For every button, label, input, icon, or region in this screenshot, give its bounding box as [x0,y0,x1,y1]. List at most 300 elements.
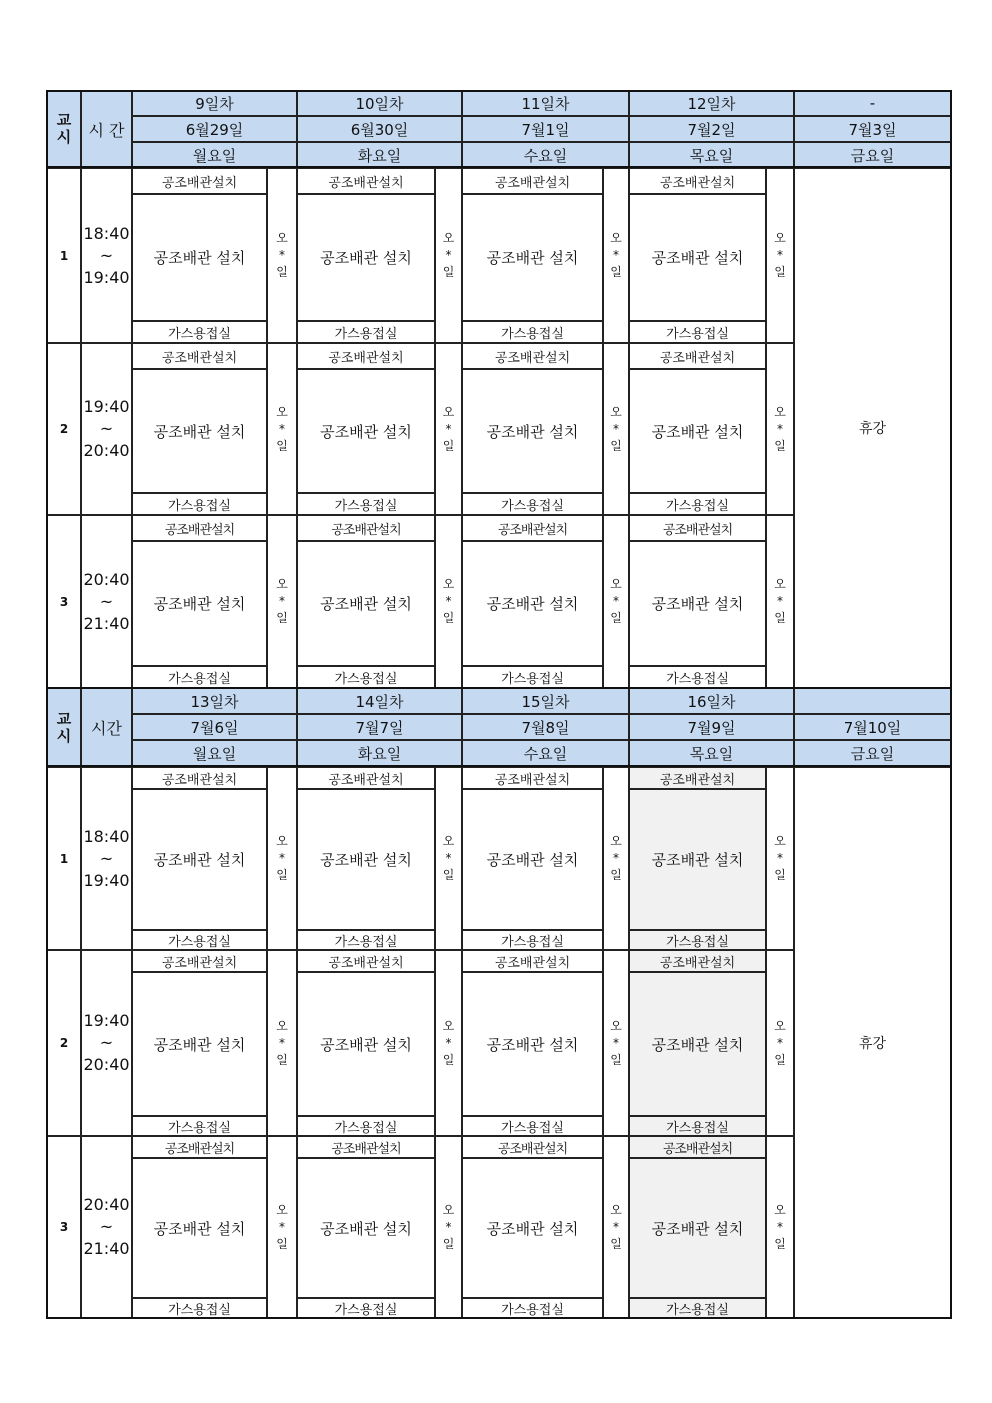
date: 7월8일 [521,718,570,737]
class-subject: 공조배관설치 [659,955,736,971]
class-detail-cell [629,1158,766,1298]
break-note-char: 일 [442,1236,455,1251]
break-note-char: * [279,1035,285,1050]
break-note-cell [435,767,462,950]
break-note-char: 오 [610,577,622,591]
class-detail-cell [132,194,267,321]
class-detail: 공조배관 설치 [486,249,579,267]
class-detail-cell [462,194,603,321]
break-note-char: 일 [276,438,288,453]
day-number-cell [297,688,462,714]
classroom: 가스용접실 [666,1120,729,1136]
table-border [47,90,952,92]
class-subject-cell [629,343,766,369]
classroom: 가스용접실 [666,671,729,687]
time-end: 21:40 [83,1239,130,1258]
date: 7월10일 [843,718,902,737]
day-number-cell [297,90,462,116]
date: 7월2일 [687,120,736,139]
class-detail-cell [297,194,435,321]
class-detail-cell [297,541,435,666]
break-note-char: 일 [610,611,622,625]
class-subject-cell [297,515,435,541]
class-detail-cell [132,541,267,666]
day-number: 10일차 [355,94,404,113]
time-range-cell [81,515,132,688]
time-end: 19:40 [83,870,130,890]
class-detail-cell [132,369,267,493]
break-note-char: 오 [774,577,786,591]
period-header-char: 교 [56,111,72,129]
class-detail: 공조배관 설치 [320,595,412,613]
class-detail-cell [629,194,766,321]
day-number: - [869,94,876,112]
class-subject: 공조배관설치 [494,955,571,971]
table-border [950,90,952,1319]
class-detail-cell [629,541,766,666]
break-note-cell [267,515,297,688]
classroom-cell [462,321,603,343]
class-subject-cell [132,515,267,541]
day-number: 11일차 [521,94,570,113]
break-note-char: 오 [610,834,622,848]
break-note-cell [766,1136,794,1318]
classroom-cell [297,930,435,950]
class-subject-cell [462,1136,603,1158]
break-note-cell [603,168,629,343]
class-subject: 공조배관설치 [497,522,568,538]
class-subject: 공조배관설치 [328,955,404,971]
class-detail: 공조배관 설치 [651,422,744,441]
time-header [81,90,132,168]
break-note-cell [267,950,297,1136]
classroom: 가스용접실 [168,1120,231,1136]
rest-label: 휴강 [858,1035,887,1052]
classroom: 가스용접실 [334,934,398,950]
class-detail: 공조배관 설치 [320,851,412,869]
date-cell [462,714,629,740]
weekday: 화요일 [357,146,402,165]
period-number-cell [47,950,81,1136]
weekday-cell [132,740,297,767]
break-note-char: 오 [276,1202,288,1217]
date-cell [132,714,297,740]
class-subject-cell [462,168,603,194]
break-note-cell [766,343,794,515]
time-tilde: ~ [99,245,114,265]
time-tilde: ~ [99,1033,114,1052]
rest-label: 휴강 [858,421,887,437]
class-subject-cell [297,1136,435,1158]
classroom: 가스용접실 [501,1120,564,1136]
class-subject: 공조배관설치 [328,175,404,191]
date: 7월3일 [848,120,897,139]
class-detail-cell [132,789,267,930]
break-note-cell [603,515,629,688]
break-note-cell [267,168,297,343]
classroom-cell [132,321,267,343]
class-subject: 공조배관설치 [497,1141,568,1157]
classroom: 가스용접실 [334,1302,398,1318]
break-note-char: 오 [442,1018,455,1033]
break-note-cell [435,168,462,343]
class-detail-cell [132,1158,267,1298]
period-header [47,688,81,767]
classroom: 가스용접실 [168,326,231,342]
classroom-cell [132,930,267,950]
day-number-cell [462,688,629,714]
break-note-char: 오 [442,231,455,245]
break-note-char: 일 [276,611,288,625]
break-note-char: 일 [610,1052,622,1067]
break-note-char: 오 [774,1018,786,1033]
weekday-cell [132,142,297,168]
class-subject: 공조배관설치 [659,175,736,191]
break-note-char: * [777,248,783,262]
class-subject: 공조배관설치 [161,772,238,788]
break-note-char: * [777,421,783,436]
period-number: 3 [59,1220,69,1234]
break-note-char: 일 [442,868,455,882]
break-note-char: * [613,594,619,608]
break-note-char: 오 [276,1018,288,1033]
class-subject-cell [297,950,435,972]
class-subject: 공조배관설치 [494,350,571,366]
break-note-char: * [445,248,452,262]
classroom: 가스용접실 [666,1302,729,1318]
time-end: 19:40 [83,267,130,287]
day-number: 9일차 [195,94,234,113]
classroom-cell [629,666,766,688]
classroom-cell [132,1116,267,1136]
class-detail-cell [629,972,766,1116]
class-detail-cell [297,972,435,1116]
break-note-cell [603,343,629,515]
day-number: 16일차 [687,692,736,711]
class-subject-cell [297,168,435,194]
classroom: 가스용접실 [334,326,398,342]
weekday-cell [297,142,462,168]
classroom: 가스용접실 [501,934,564,950]
classroom: 가스용접실 [168,1302,231,1318]
date-cell [297,714,462,740]
class-subject: 공조배관설치 [662,522,733,538]
classroom-cell [132,666,267,688]
class-subject-cell [462,950,603,972]
date: 6월30일 [350,120,409,139]
period-number-cell [47,168,81,343]
break-note-cell [435,343,462,515]
class-detail: 공조배관 설치 [651,249,744,267]
break-note-char: 오 [610,1018,622,1033]
class-subject: 공조배관설치 [328,350,404,366]
period-header [47,90,81,168]
break-note-char: * [279,421,285,436]
classroom: 가스용접실 [501,498,564,514]
classroom-cell [297,1116,435,1136]
break-note-char: 일 [774,611,786,625]
classroom-cell [462,930,603,950]
break-note-char: * [613,248,619,262]
weekday-cell [794,740,951,767]
break-note-cell [435,515,462,688]
classroom: 가스용접실 [334,498,398,514]
table-border [47,687,952,689]
break-note-char: 오 [610,1202,622,1217]
class-subject-cell [629,1136,766,1158]
class-detail-cell [462,1158,603,1298]
weekday: 금요일 [850,745,895,763]
day-number-cell [794,90,951,116]
friday-rest-cell [794,168,951,688]
class-detail: 공조배관 설치 [320,249,412,267]
date-cell [794,714,951,740]
class-subject: 공조배관설치 [659,772,736,788]
class-subject-cell [462,343,603,369]
weekday-cell [629,740,794,767]
time-start: 19:40 [83,397,130,416]
break-note-char: * [445,1219,452,1234]
break-note-char: * [279,594,285,608]
class-detail: 공조배관 설치 [153,1035,246,1054]
class-subject: 공조배관설치 [164,522,235,538]
class-detail: 공조배관 설치 [486,1219,579,1238]
class-detail: 공조배관 설치 [153,851,246,869]
class-subject-cell [629,515,766,541]
period-number-cell [47,767,81,950]
break-note-char: * [777,594,783,608]
break-note-char: * [279,851,285,865]
break-note-char: 일 [774,1052,786,1067]
classroom-cell [462,1116,603,1136]
weekday: 월요일 [192,745,237,763]
break-note-char: 오 [442,404,455,419]
classroom-cell [629,930,766,950]
class-detail: 공조배관 설치 [153,595,246,613]
day-number-cell [132,688,297,714]
class-subject-cell [132,950,267,972]
class-subject: 공조배관설치 [331,1141,401,1157]
time-range-cell [81,168,132,343]
break-note-cell [603,1136,629,1318]
table-border [47,1317,952,1319]
break-note-char: * [777,851,783,865]
class-subject-cell [629,767,766,789]
time-header-label: 시 간 [88,120,125,140]
class-subject: 공조배관설치 [331,522,401,538]
time-end: 20:40 [83,1055,130,1074]
weekday-cell [462,142,629,168]
break-note-char: * [613,851,619,865]
class-subject-cell [132,1136,267,1158]
day-number-cell [794,688,951,714]
class-detail: 공조배관 설치 [651,1035,744,1054]
weekday-cell [794,142,951,168]
time-start: 18:40 [83,826,130,846]
class-subject-cell [462,515,603,541]
break-note-cell [766,515,794,688]
break-note-char: 오 [276,577,288,591]
classroom: 가스용접실 [501,671,564,687]
class-subject: 공조배관설치 [164,1141,235,1157]
class-detail: 공조배관 설치 [486,595,579,613]
break-note-char: 오 [774,1202,786,1217]
break-note-char: 일 [276,265,288,279]
class-detail: 공조배관 설치 [651,595,744,613]
class-subject-cell [132,168,267,194]
break-note-char: * [445,1035,452,1050]
break-note-char: 일 [442,265,455,279]
break-note-char: 오 [774,404,786,419]
break-note-char: 일 [774,438,786,453]
class-detail: 공조배관 설치 [320,422,412,441]
class-subject-cell [297,343,435,369]
classroom-cell [629,493,766,515]
break-note-char: 일 [774,868,786,882]
weekday: 금요일 [850,146,895,165]
classroom: 가스용접실 [168,671,231,687]
time-tilde: ~ [99,1217,114,1236]
break-note-char: 오 [610,231,622,245]
break-note-cell [435,1136,462,1318]
weekday-cell [462,740,629,767]
break-note-char: 일 [610,438,622,453]
date-cell [629,714,794,740]
class-detail-cell [462,789,603,930]
classroom: 가스용접실 [168,934,231,950]
break-note-char: * [613,421,619,436]
break-note-char: 오 [442,577,455,591]
class-subject-cell [132,343,267,369]
weekday-cell [629,142,794,168]
time-end: 20:40 [83,441,130,460]
day-number-cell [132,90,297,116]
break-note-char: 오 [276,231,288,245]
class-detail-cell [132,972,267,1116]
class-detail-cell [462,369,603,493]
day-number: 13일차 [190,692,239,711]
period-header-char: 시 [56,726,72,745]
date: 7월1일 [521,120,570,139]
classroom-cell [462,1298,603,1318]
class-detail: 공조배관 설치 [486,422,579,441]
break-note-char: * [777,1035,783,1050]
class-detail-cell [462,541,603,666]
table-border [47,166,952,168]
day-number: 14일차 [355,692,404,711]
class-subject: 공조배관설치 [659,350,736,366]
classroom-cell [629,1298,766,1318]
time-range-cell [81,767,132,950]
weekday: 목요일 [689,146,734,165]
break-note-char: * [777,1219,783,1234]
date-cell [297,116,462,142]
classroom-cell [297,321,435,343]
break-note-cell [267,767,297,950]
classroom: 가스용접실 [334,671,398,687]
period-number: 2 [59,1036,69,1050]
break-note-cell [435,950,462,1136]
time-start: 19:40 [83,1011,130,1030]
period-number: 1 [59,248,69,263]
period-header-char: 교 [56,709,72,728]
class-detail-cell [462,972,603,1116]
break-note-char: 일 [774,1236,786,1251]
class-subject-cell [629,950,766,972]
classroom-cell [462,493,603,515]
break-note-char: 일 [610,265,622,279]
weekday: 월요일 [192,146,237,165]
time-range-cell [81,1136,132,1318]
class-detail: 공조배관 설치 [651,851,744,869]
class-subject: 공조배관설치 [328,772,404,788]
time-start: 20:40 [83,1195,130,1214]
classroom-cell [297,666,435,688]
time-end: 21:40 [83,613,130,633]
break-note-char: 일 [442,438,455,453]
date-cell [132,116,297,142]
time-start: 18:40 [83,223,130,243]
class-detail-cell [629,789,766,930]
date-cell [462,116,629,142]
class-subject-cell [297,767,435,789]
time-header [81,688,132,767]
break-note-char: 일 [276,868,288,882]
break-note-cell [267,343,297,515]
weekday-cell [297,740,462,767]
class-detail: 공조배관 설치 [153,422,246,441]
classroom: 가스용접실 [666,934,729,950]
break-note-cell [267,1136,297,1318]
class-detail-cell [629,369,766,493]
classroom: 가스용접실 [501,326,564,342]
period-number-cell [47,515,81,688]
class-detail-cell [297,789,435,930]
day-number-cell [462,90,629,116]
time-start: 20:40 [83,569,130,589]
class-detail: 공조배관 설치 [486,851,579,869]
period-number: 1 [59,851,69,866]
class-detail: 공조배관 설치 [651,1219,744,1238]
break-note-cell [603,767,629,950]
date: 7월6일 [190,718,239,737]
time-range-cell [81,343,132,515]
class-subject: 공조배관설치 [161,175,238,191]
table-border [46,90,48,1319]
class-detail: 공조배관 설치 [153,249,246,267]
classroom-cell [629,1116,766,1136]
class-subject: 공조배관설치 [662,1141,733,1157]
break-note-char: 오 [610,404,622,419]
classroom-cell [297,493,435,515]
table-border [47,765,952,767]
break-note-char: 오 [442,834,455,848]
break-note-char: * [279,248,285,262]
classroom-cell [132,493,267,515]
class-detail-cell [297,369,435,493]
class-detail: 공조배관 설치 [153,1219,246,1238]
time-tilde: ~ [99,591,114,611]
time-header-label: 시간 [91,719,122,738]
break-note-char: * [445,851,452,865]
weekday: 수요일 [523,146,568,165]
break-note-char: 일 [610,1236,622,1251]
weekday: 수요일 [523,745,568,763]
break-note-char: 오 [276,404,288,419]
break-note-char: * [279,1219,285,1234]
class-subject-cell [629,168,766,194]
date: 6월29일 [185,120,244,139]
